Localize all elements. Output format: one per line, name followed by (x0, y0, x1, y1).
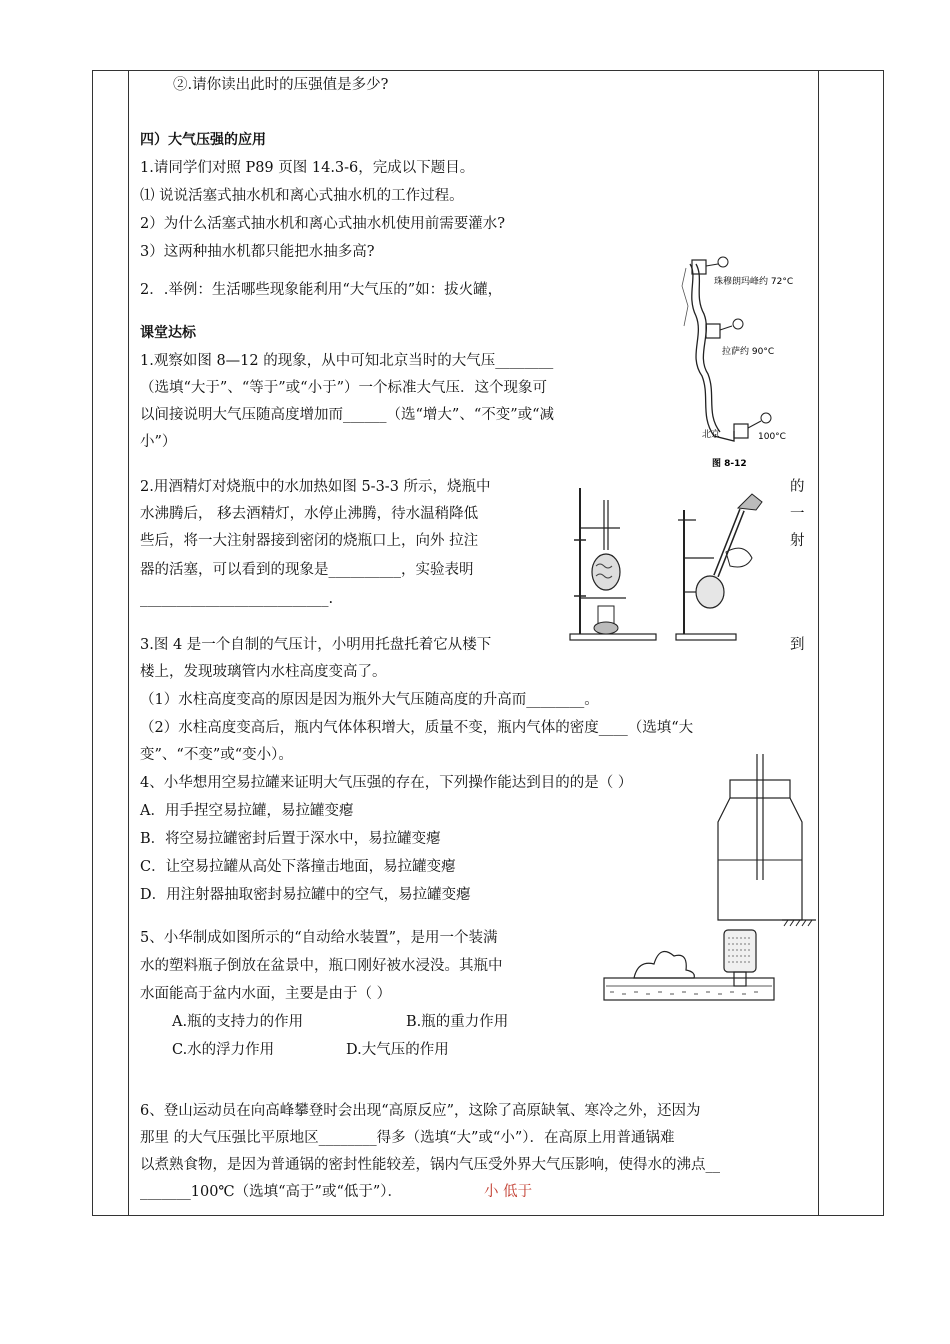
text-line: 2）为什么活塞式抽水机和离心式抽水机使用前需要灌水? (140, 216, 505, 232)
question-3: 楼上，发现玻璃管内水柱高度变高了。 (140, 664, 387, 680)
question-3: 3.图 4 是一个自制的气压计，小明用托盘托着它从楼下 (140, 637, 492, 653)
question-3: （1）水柱高度变高的原因是因为瓶外大气压随高度的升高而________。 (140, 692, 599, 708)
question-5: 水的塑料瓶子倒放在盆景中，瓶口刚好被水浸没。其瓶中 (140, 958, 503, 974)
question-2: 器的活塞，可以看到的现象是__________，实验表明 (140, 562, 474, 578)
question-5: 水面能高于盆内水面，主要是由于（ ） (140, 986, 392, 1002)
question-1: 1.观察如图 8—12 的现象，从中可知北京当时的大气压________ (140, 353, 554, 369)
question-2: 的 (790, 479, 805, 495)
label-lhasa: 拉萨约 90°C (722, 347, 775, 357)
barometer-bottle-figure (710, 750, 820, 932)
label-beijing: 北京 (702, 430, 721, 440)
flask-apparatus-figure (566, 480, 786, 646)
question-2: 2.用酒精灯对烧瓶中的水加热如图 5-3-3 所示，烧瓶中 (140, 479, 491, 495)
question-2: 水沸腾后， 移去酒精灯，水停止沸腾，待水温稍降低 (140, 506, 479, 522)
question-4-option: A．用手捏空易拉罐，易拉罐变瘪 (140, 803, 354, 819)
question-4: 4、小华想用空易拉罐来证明大气压强的存在，下列操作能达到目的的是（ ） (140, 775, 633, 791)
question-6: 以煮熟食物，是因为普通锅的密封性能较差，锅内气压受外界大气压影响，使得水的沸点__ (140, 1157, 720, 1173)
label-100c: 100°C (758, 432, 786, 442)
question-2: 一 (790, 506, 805, 522)
text-line: 1.请同学们对照 P89 页图 14.3-6，完成以下题目。 (140, 160, 475, 176)
figure-caption: 图 8-12 (712, 459, 747, 469)
question-2: 射 (790, 533, 805, 549)
question-5: 5、小华制成如图所示的“自动给水装置”，是用一个装满 (140, 930, 498, 946)
text-line: 2．.举例：生活哪些现象能利用“大气压的”如：拔火罐， (140, 282, 503, 298)
question-5-option: B.瓶的重力作用 (406, 1014, 509, 1030)
question-2: __________________________. (140, 591, 334, 607)
label-everest: 珠穆朗玛峰约 72°C (714, 277, 794, 287)
question-3: （2）水柱高度变高后，瓶内气体体积增大，质量不变，瓶内气体的密度____（选填“大 (140, 720, 694, 736)
section-heading: 四）大气压强的应用 (140, 132, 266, 148)
question-5-option: D.大气压的作用 (346, 1042, 449, 1058)
text-line: 3）这两种抽水机都只能把水抽多高? (140, 244, 375, 260)
water-feeder-figure (600, 922, 780, 1004)
mountain-altitude-figure (676, 256, 816, 476)
question-6: 那里 的大气压强比平原地区________得多（选填“大”或“小”）．在高原上用普通锅难 (140, 1130, 675, 1146)
question-4-option: B．将空易拉罐密封后置于深水中，易拉罐变瘪 (140, 831, 441, 847)
question-3: 到 (790, 637, 805, 653)
question-4-option: D．用注射器抽取密封易拉罐中的空气，易拉罐变瘪 (140, 887, 471, 903)
question-2: 些后，将一大注射器接到密闭的烧瓶口上，向外 拉注 (140, 533, 479, 549)
question-5-option: C.水的浮力作用 (172, 1042, 275, 1058)
question-1: （选填“大于”、“等于”或“小于”）一个标准大气压．这个现象可 (140, 380, 547, 396)
answer-text: 小 低于 (484, 1184, 533, 1200)
section-heading: 课堂达标 (140, 325, 196, 341)
question-1: 以间接说明大气压随高度增加而______（选“增大”、“不变”或“减 (140, 407, 555, 423)
left-column-divider (128, 70, 129, 1216)
text-line: ②.请你读出此时的压强值是多少? (173, 77, 389, 93)
question-5-option: A.瓶的支持力的作用 (172, 1014, 304, 1030)
question-3: 变”、“不变”或“变小）。 (140, 747, 293, 763)
right-column-divider (818, 70, 819, 1216)
question-4-option: C．让空易拉罐从高处下落撞击地面，易拉罐变瘪 (140, 859, 456, 875)
text-line: ⑴ 说说活塞式抽水机和离心式抽水机的工作过程。 (140, 188, 464, 204)
question-6: _______100℃（选填“高于”或“低于”）． (140, 1184, 403, 1200)
question-6: 6、登山运动员在向高峰攀登时会出现“高原反应”，这除了高原缺氧、寒冷之外，还因为 (140, 1103, 701, 1119)
question-1: 小”） (140, 434, 177, 450)
